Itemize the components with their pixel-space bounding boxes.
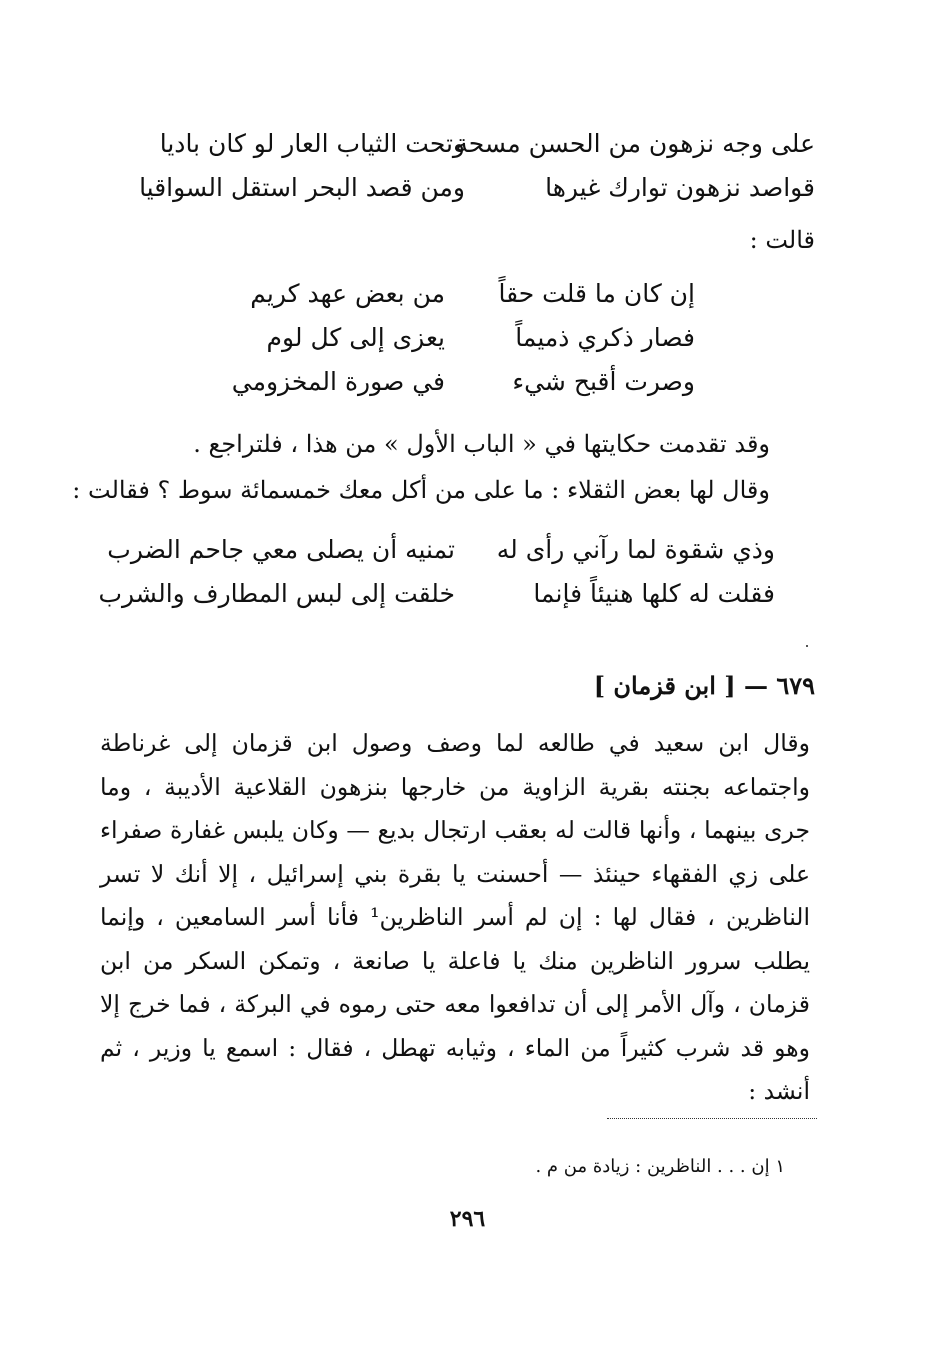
poem-1	[100, 122, 815, 210]
verse-line	[100, 360, 815, 404]
footnote: ١ إن . . . الناظرين : زيادة من م .	[535, 1156, 785, 1177]
verse-first-hemistich: على وجه نزهون من الحسن مسحة	[455, 129, 815, 158]
section-number: ٦٧٩	[776, 671, 815, 700]
verse-line	[100, 572, 815, 616]
verse-first-hemistich: إن كان ما قلت حقاً	[498, 279, 695, 308]
verse-second-hemistich: تمنيه أن يصلى معي جاحم الضرب	[107, 535, 455, 564]
poem-2	[100, 272, 815, 404]
verse-first-hemistich: فصار ذكري ذميماً	[515, 323, 695, 352]
verse-line	[100, 316, 815, 360]
section-title: [ ابن قزمان ]	[593, 671, 736, 700]
prose-line: وقد تقدمت حكايتها في « الباب الأول » من هذا ، فلتراجع .	[193, 430, 770, 458]
verse-second-hemistich: في صورة المخزومي	[231, 367, 445, 396]
verse-first-hemistich: قواصد نزهون توارك غيرها	[545, 173, 815, 202]
section-dash: —	[743, 671, 768, 700]
verse-first-hemistich: وصرت أقبح شيء	[512, 367, 695, 396]
verse-line	[100, 122, 815, 166]
verse-second-hemistich: يعزى إلى كل لوم	[266, 323, 445, 352]
verse-first-hemistich: فقلت له كلها هنيئاً فإنما	[533, 579, 775, 608]
verse-line	[100, 272, 815, 316]
poem-3	[100, 528, 815, 616]
verse-second-hemistich: من بعض عهد كريم	[250, 279, 445, 308]
body-paragraph: وقال ابن سعيد في طالعه لما وصف وصول ابن قزمان إلى غرناطة واجتماعه بجنته بقرية الزاوية من خارجها بنزهون القلاعية الأديبة ، وما جرى بينهما ، وأنها قالت له بعقب ارتجال بديع — وكان يلبس غفارة صفراء على زي الفقهاء حينئذ — أحسنت يا بقرة بني إسرائيل ، إلا أنك لا تسر الناظرين ، فقال لها : إن لم أسر الناظرين¹ فأنا أسر السامعين ، وإنما يطلب سرور الناظرين منك يا فاعلة يا صانعة ، وتمكن السكر من ابن قزمان ، وآل الأمر إلى أن تدافعوا معه حتى رموه في البركة ، فما خرج إلا وهو قد شرب كثيراً من الماء ، وثيابه تهطل ، فقال : اسمع يا وزير ، ثم أنشد :	[100, 729, 810, 1105]
footnote-separator	[607, 1118, 817, 1119]
verse-line	[100, 166, 815, 210]
verse-second-hemistich: وتحت الثياب العار لو كان باديا	[159, 129, 465, 158]
verse-line	[100, 528, 815, 572]
margin-dot	[806, 645, 808, 647]
page-number: ٢٩٦	[449, 1206, 486, 1232]
verse-second-hemistich: خلقت إلى لبس المطارف والشرب	[98, 579, 455, 608]
said-line: قالت :	[749, 226, 815, 254]
verse-first-hemistich: وذي شقوة لما رآني رأى له	[496, 535, 775, 564]
prose-line: وقال لها بعض الثقلاء : ما على من أكل معك خمسمائة سوط ؟ فقالت :	[72, 476, 770, 504]
section-heading	[594, 668, 815, 704]
verse-second-hemistich: ومن قصد البحر استقل السواقيا	[139, 173, 465, 202]
